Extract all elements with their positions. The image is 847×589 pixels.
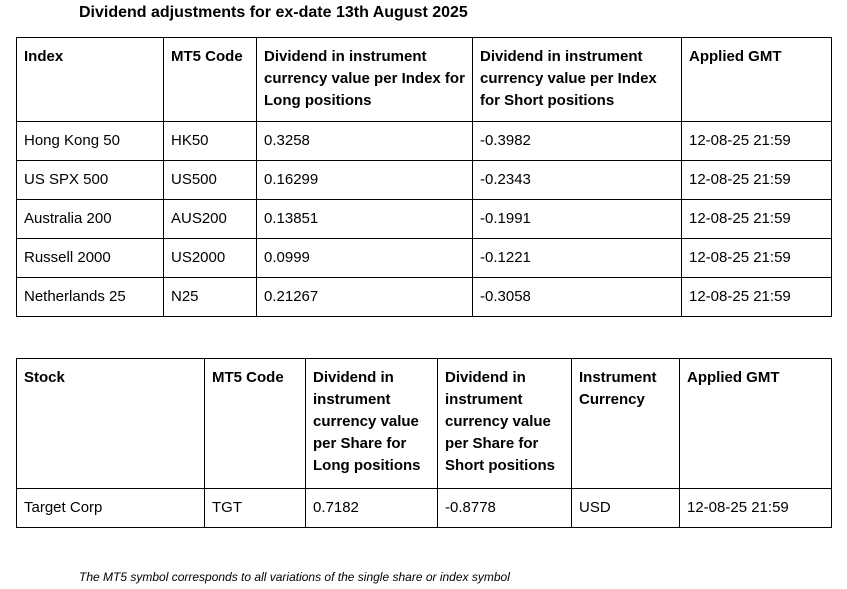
short-dividend-cell: -0.3982 (473, 122, 682, 161)
stock-dividend-table (16, 358, 832, 528)
long-dividend-cell: 0.0999 (257, 239, 473, 278)
index-name-cell: Russell 2000 (17, 239, 164, 278)
short-dividend-cell: -0.8778 (438, 489, 572, 528)
index-name-cell: Australia 200 (17, 200, 164, 239)
mt5-code-cell: TGT (205, 489, 306, 528)
short-dividend-cell: -0.1221 (473, 239, 682, 278)
short-dividend-cell: -0.3058 (473, 278, 682, 317)
applied-gmt-cell: 12-08-25 21:59 (682, 122, 832, 161)
applied-gmt-cell: 12-08-25 21:59 (682, 278, 832, 317)
page-title: Dividend adjustments for ex-date 13th August 2025 (79, 4, 468, 21)
index-dividend-table (16, 37, 832, 317)
column-header-long-dividend: Dividend in instrument currency value per Index for Long positions (257, 38, 473, 122)
index-name-cell: US SPX 500 (17, 161, 164, 200)
table-row (17, 489, 832, 528)
index-name-cell: Hong Kong 50 (17, 122, 164, 161)
index-name-cell: Netherlands 25 (17, 278, 164, 317)
column-header-short-dividend: Dividend in instrument currency value per Index for Short positions (473, 38, 682, 122)
long-dividend-cell: 0.13851 (257, 200, 473, 239)
mt5-code-cell: US500 (164, 161, 257, 200)
column-header-applied-gmt: Applied GMT (680, 359, 832, 489)
column-header-applied-gmt: Applied GMT (682, 38, 832, 122)
table-row (17, 278, 832, 317)
column-header-long-dividend: Dividend in instrument currency value per Share for Long positions (306, 359, 438, 489)
long-dividend-cell: 0.16299 (257, 161, 473, 200)
applied-gmt-cell: 12-08-25 21:59 (680, 489, 832, 528)
footnote: The MT5 symbol corresponds to all variations of the single share or index symbol (79, 570, 510, 584)
column-header-stock: Stock (17, 359, 205, 489)
mt5-code-cell: US2000 (164, 239, 257, 278)
long-dividend-cell: 0.21267 (257, 278, 473, 317)
table-row (17, 122, 832, 161)
short-dividend-cell: -0.1991 (473, 200, 682, 239)
mt5-code-cell: AUS200 (164, 200, 257, 239)
applied-gmt-cell: 12-08-25 21:59 (682, 161, 832, 200)
column-header-mt5-code: MT5 Code (164, 38, 257, 122)
table-row (17, 161, 832, 200)
column-header-mt5-code: MT5 Code (205, 359, 306, 489)
table-row (17, 239, 832, 278)
applied-gmt-cell: 12-08-25 21:59 (682, 200, 832, 239)
table-row (17, 200, 832, 239)
long-dividend-cell: 0.3258 (257, 122, 473, 161)
long-dividend-cell: 0.7182 (306, 489, 438, 528)
column-header-short-dividend: Dividend in instrument currency value per Share for Short positions (438, 359, 572, 489)
column-header-instrument-currency: Instrument Currency (572, 359, 680, 489)
stock-name-cell: Target Corp (17, 489, 205, 528)
mt5-code-cell: HK50 (164, 122, 257, 161)
mt5-code-cell: N25 (164, 278, 257, 317)
applied-gmt-cell: 12-08-25 21:59 (682, 239, 832, 278)
short-dividend-cell: -0.2343 (473, 161, 682, 200)
instrument-currency-cell: USD (572, 489, 680, 528)
table-header-row (17, 359, 832, 489)
column-header-index: Index (17, 38, 164, 122)
table-header-row (17, 38, 832, 122)
